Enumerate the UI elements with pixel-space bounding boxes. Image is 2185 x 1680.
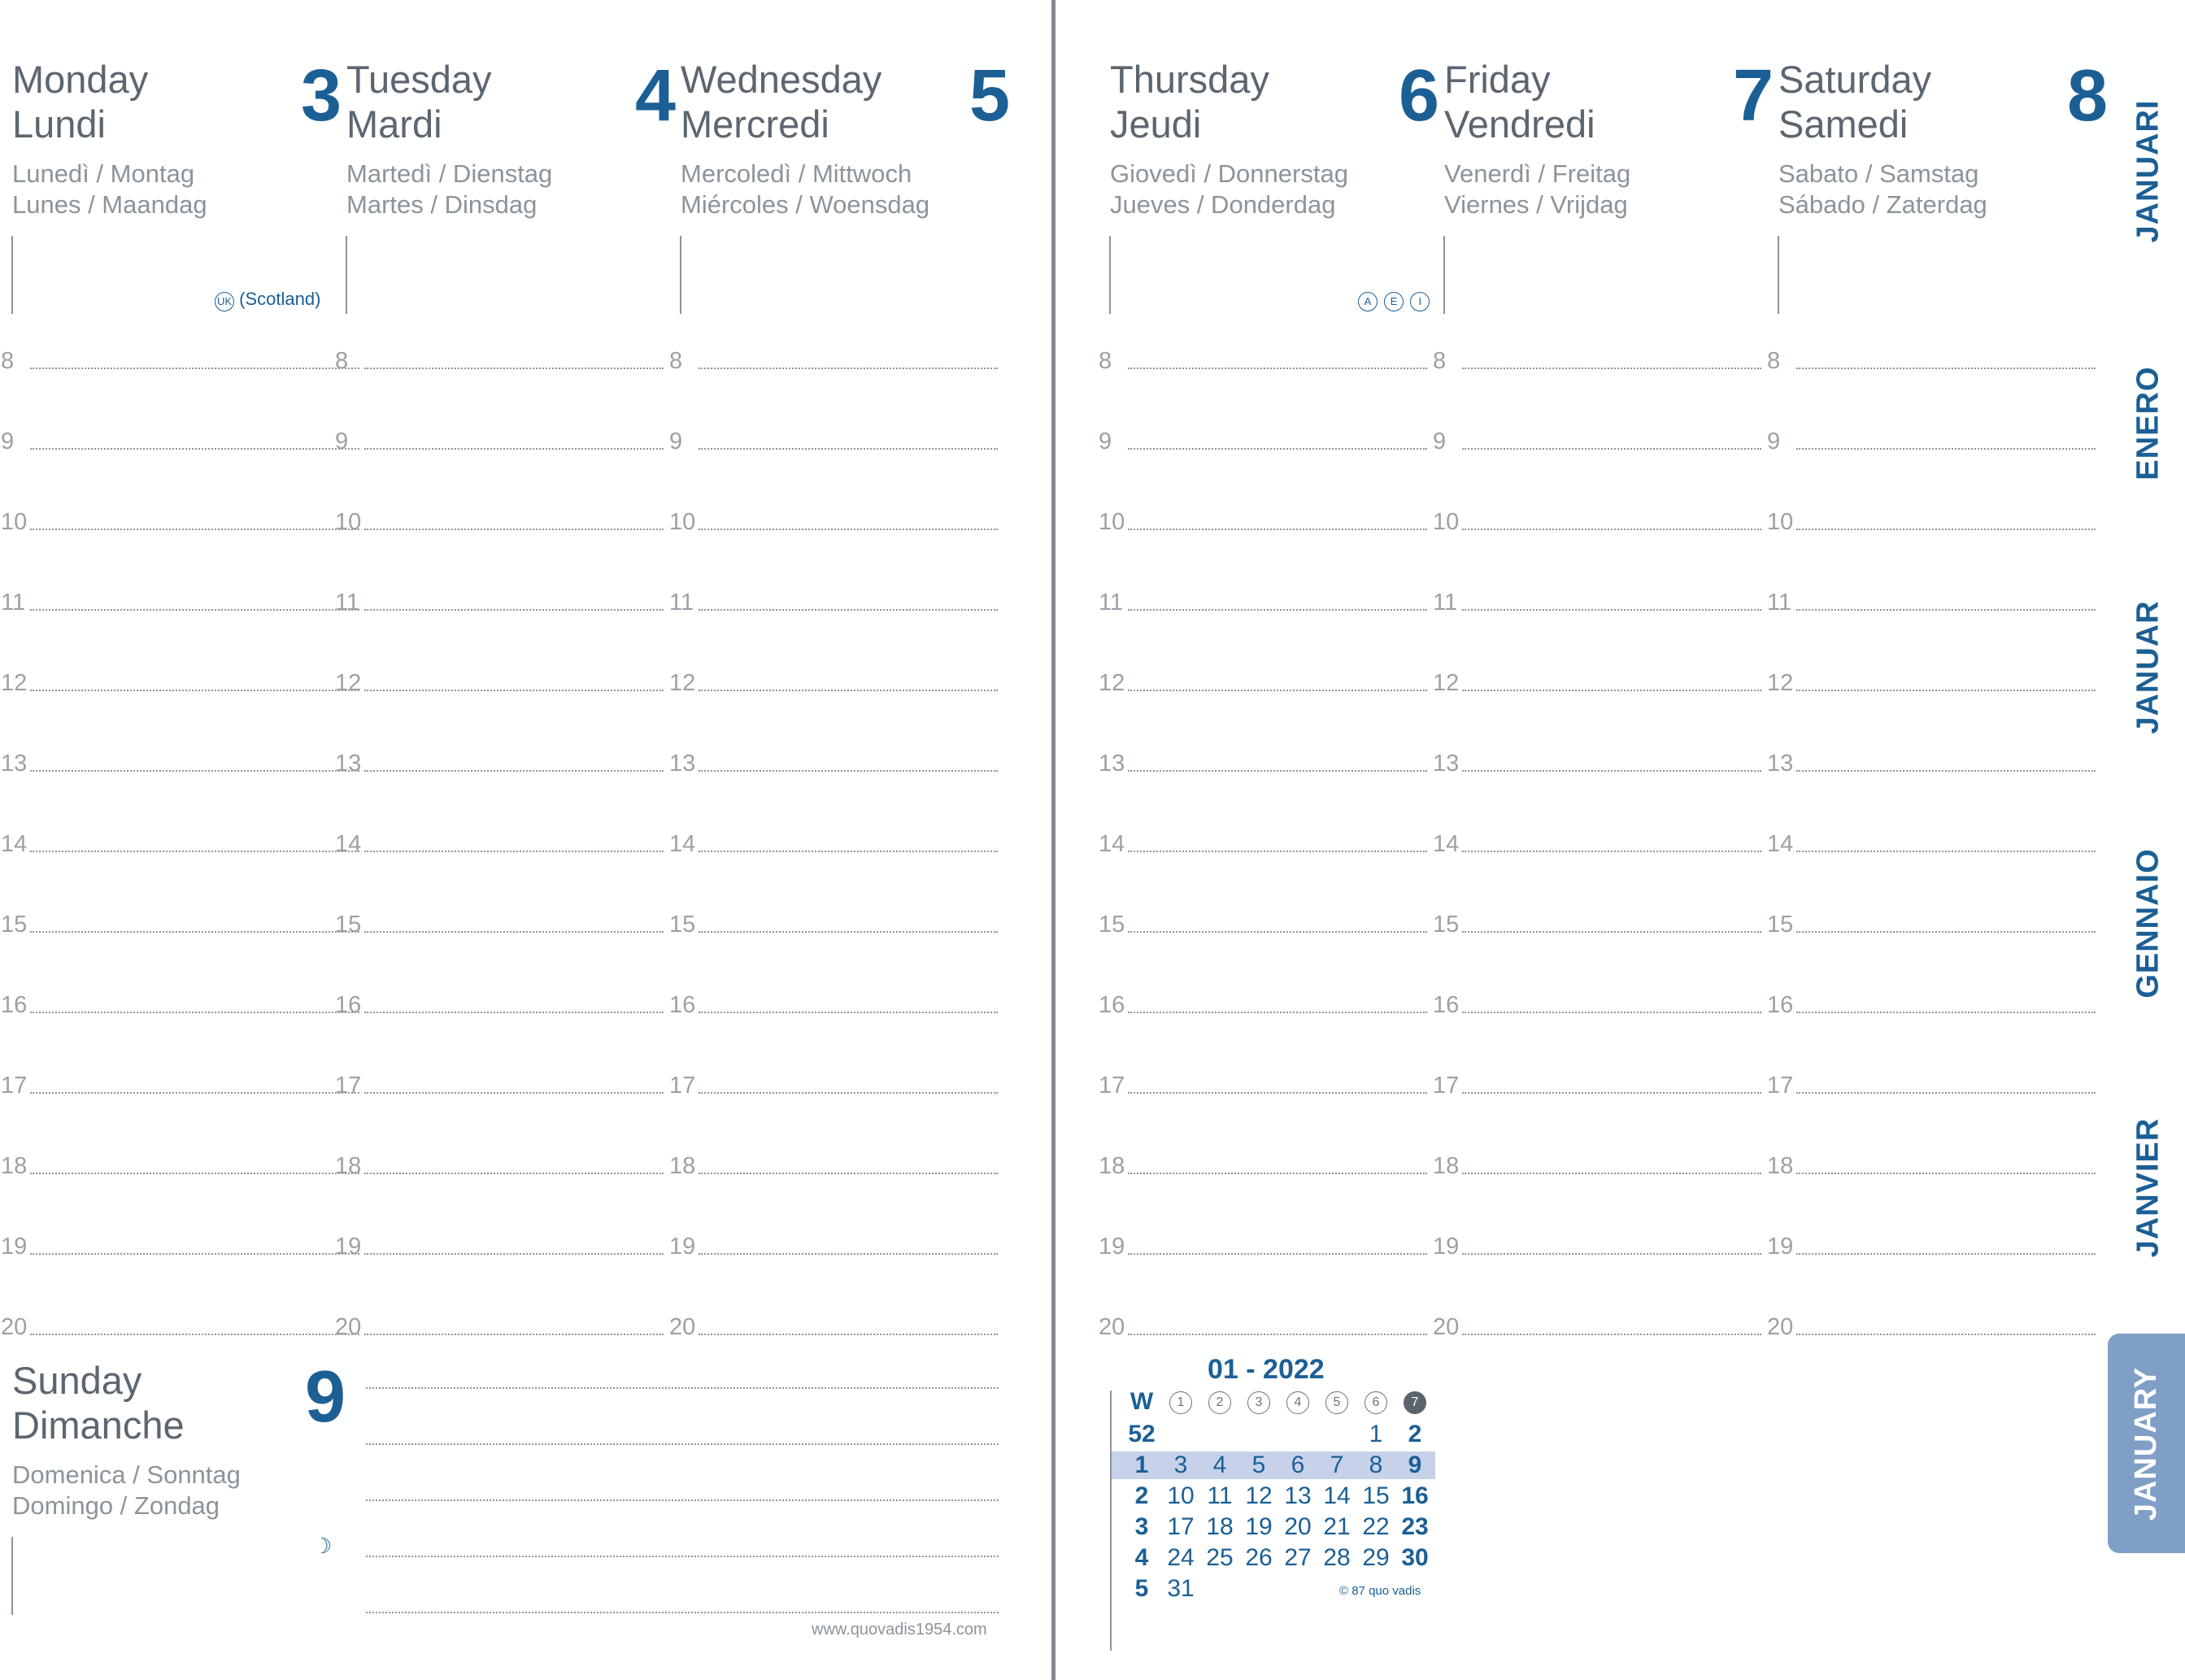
hour-label: 16 xyxy=(1433,992,1460,1018)
hour-label: 17 xyxy=(335,1073,362,1099)
day-translations-1: Sabato / Samstag xyxy=(1778,159,1979,188)
copyright: © 87 quo vadis xyxy=(1339,1584,1421,1598)
hour-label: 11 xyxy=(1099,590,1124,616)
day-divider xyxy=(680,236,681,314)
hour-label: 9 xyxy=(1099,429,1112,455)
day-divider xyxy=(1443,236,1445,314)
hour-note-line[interactable] xyxy=(1796,1012,2096,1013)
hour-label: 16 xyxy=(1767,992,1794,1018)
day-name-fr: Mardi xyxy=(346,102,442,146)
week-number: 4 xyxy=(1134,1544,1149,1571)
hour-note-line[interactable] xyxy=(1128,1173,1427,1174)
weekday-circle-icon: 6 xyxy=(1365,1391,1387,1414)
hour-note-line[interactable] xyxy=(1796,448,2096,450)
footer-url[interactable]: www.quovadis1954.com xyxy=(812,1621,987,1639)
calendar-day[interactable]: 1 xyxy=(1369,1421,1383,1447)
week-number: 1 xyxy=(1134,1452,1149,1478)
day-number: 9 xyxy=(304,1356,346,1438)
week-number: 3 xyxy=(1134,1513,1149,1540)
calendar-day[interactable]: 2 xyxy=(1408,1421,1422,1447)
calendar-day[interactable]: 26 xyxy=(1245,1544,1273,1571)
hour-note-line[interactable] xyxy=(364,851,664,852)
hour-note-line[interactable] xyxy=(364,1012,664,1013)
hour-note-line[interactable] xyxy=(1796,529,2096,530)
hour-note-line[interactable] xyxy=(1796,1173,2096,1174)
hour-label: 17 xyxy=(1099,1073,1125,1099)
day-translations-1: Lunedì / Montag xyxy=(12,159,195,188)
calendar-day[interactable]: 30 xyxy=(1401,1544,1429,1571)
tab-label: GENNAIO xyxy=(2131,847,2165,999)
calendar-day[interactable]: 29 xyxy=(1362,1544,1390,1571)
hour-note-line[interactable] xyxy=(1128,851,1427,852)
hour-note-line[interactable] xyxy=(364,609,664,611)
tab-label: JANUAR xyxy=(2131,599,2165,734)
hour-note-line[interactable] xyxy=(699,609,998,611)
hour-label: 17 xyxy=(1,1073,28,1099)
hour-note-line[interactable] xyxy=(1462,368,1761,369)
hour-note-line[interactable] xyxy=(1462,931,1761,933)
hour-label: 10 xyxy=(1767,509,1794,535)
hour-label: 16 xyxy=(1099,992,1125,1018)
hour-note-line[interactable] xyxy=(364,1173,664,1174)
tab-gennaio[interactable] xyxy=(2112,833,2185,1012)
day-column xyxy=(1444,55,1774,317)
hour-label: 20 xyxy=(1099,1314,1125,1340)
hour-label: 11 xyxy=(1,590,26,616)
hour-label: 12 xyxy=(1433,670,1460,696)
hour-note-line[interactable] xyxy=(1796,770,2096,772)
day-translations-2: Sábado / Zaterdag xyxy=(1778,190,1987,219)
hour-label: 8 xyxy=(1433,348,1447,374)
tab-januari[interactable] xyxy=(2112,89,2185,252)
hour-note-line[interactable] xyxy=(30,1173,359,1174)
hour-label: 14 xyxy=(335,831,362,857)
moon-phase-icon: ☽ xyxy=(313,1534,333,1558)
hour-note-line[interactable] xyxy=(1462,1253,1761,1255)
hour-label: 12 xyxy=(1767,670,1794,696)
calendar-day[interactable]: 4 xyxy=(1212,1452,1227,1478)
hour-note-line[interactable] xyxy=(30,851,359,852)
day-translations-1: Mercoledì / Mittwoch xyxy=(681,159,912,188)
hour-note-line[interactable] xyxy=(30,1012,359,1013)
hour-label: 19 xyxy=(1767,1234,1794,1260)
day-translations-1: Giovedì / Donnerstag xyxy=(1110,159,1348,188)
hour-note-line[interactable] xyxy=(699,368,998,369)
calendar-day[interactable]: 11 xyxy=(1207,1482,1233,1509)
tab-januar[interactable] xyxy=(2112,585,2185,748)
day-number: 4 xyxy=(634,55,676,137)
holiday-badge-a-icon: A xyxy=(1358,292,1378,311)
tab-enero[interactable] xyxy=(2112,342,2185,504)
hour-note-line[interactable] xyxy=(30,609,359,611)
day-name-en: Friday xyxy=(1444,58,1551,101)
day-sunday xyxy=(12,1356,346,1618)
hour-note-line[interactable] xyxy=(699,1173,998,1174)
day-divider xyxy=(1109,236,1111,314)
hour-label: 9 xyxy=(1433,429,1447,455)
tab-label: ENERO xyxy=(2131,365,2165,481)
hour-note-line[interactable] xyxy=(364,931,664,933)
day-column xyxy=(681,55,1010,317)
hour-note-line[interactable] xyxy=(30,368,359,369)
hour-label: 11 xyxy=(1433,590,1458,616)
calendar-day[interactable]: 28 xyxy=(1323,1544,1351,1571)
calendar-day[interactable]: 5 xyxy=(1251,1452,1266,1478)
hour-note-line[interactable] xyxy=(1462,1173,1761,1174)
day-divider xyxy=(346,236,347,314)
weekday-circle-icon: 5 xyxy=(1325,1391,1348,1414)
hour-note-line[interactable] xyxy=(1796,1253,2096,1255)
calendar-day[interactable]: 27 xyxy=(1284,1544,1312,1571)
calendar-day[interactable]: 8 xyxy=(1369,1452,1383,1478)
hour-label: 16 xyxy=(1,992,28,1018)
holiday-badges xyxy=(1356,289,1430,311)
hour-note-line[interactable] xyxy=(1796,931,2096,933)
hour-note-line[interactable] xyxy=(364,770,664,772)
weekday-circle-icon: 7 xyxy=(1404,1391,1426,1414)
hour-label: 20 xyxy=(1433,1314,1460,1340)
hour-note-line[interactable] xyxy=(364,529,664,530)
hour-label: 18 xyxy=(1767,1153,1794,1179)
day-column xyxy=(12,55,342,317)
day-divider xyxy=(1778,236,1779,314)
weekday-circle-icon: 1 xyxy=(1169,1391,1192,1414)
hour-note-line[interactable] xyxy=(1796,1334,2096,1335)
calendar-day[interactable]: 12 xyxy=(1245,1482,1273,1509)
hour-label: 10 xyxy=(1433,509,1460,535)
hour-note-line[interactable] xyxy=(30,1334,359,1335)
calendar-day[interactable]: 9 xyxy=(1408,1452,1422,1478)
hour-note-line[interactable] xyxy=(1128,1334,1427,1335)
hour-label: 18 xyxy=(1433,1153,1460,1179)
calendar-day[interactable]: 7 xyxy=(1330,1452,1344,1478)
calendar-day[interactable]: 14 xyxy=(1323,1482,1351,1509)
hour-label: 9 xyxy=(1,429,15,455)
hour-note-line[interactable] xyxy=(1462,1092,1761,1094)
hour-label: 10 xyxy=(1,509,28,535)
hour-label: 13 xyxy=(335,751,362,777)
day-name-en: Monday xyxy=(12,58,149,101)
day-name-en: Sunday xyxy=(12,1359,142,1402)
hour-note-line[interactable] xyxy=(1128,368,1427,369)
hour-note-line[interactable] xyxy=(1796,1092,2096,1094)
day-name-fr: Jeudi xyxy=(1110,102,1202,146)
hour-label: 17 xyxy=(1767,1073,1794,1099)
calendar-day[interactable]: 18 xyxy=(1206,1513,1234,1540)
mini-calendar-divider xyxy=(1110,1391,1112,1651)
day-divider xyxy=(11,236,13,314)
hour-label: 14 xyxy=(1767,831,1794,857)
day-translations-2: Lunes / Maandag xyxy=(12,190,207,219)
hour-note-line[interactable] xyxy=(30,1253,359,1255)
hour-label: 9 xyxy=(1767,429,1781,455)
hour-note-line[interactable] xyxy=(1128,1012,1427,1013)
day-name-fr: Mercredi xyxy=(681,102,829,146)
sunday-note-line[interactable] xyxy=(366,1499,999,1501)
hour-label: 8 xyxy=(1767,348,1781,374)
hour-label: 14 xyxy=(1433,831,1460,857)
calendar-day[interactable]: 13 xyxy=(1284,1482,1312,1509)
tab-label: JANVIER xyxy=(2131,1117,2165,1257)
hour-note-line[interactable] xyxy=(1128,609,1427,611)
calendar-day[interactable]: 3 xyxy=(1173,1452,1188,1478)
week-number: 5 xyxy=(1134,1575,1149,1602)
week-number: 52 xyxy=(1128,1421,1156,1447)
hour-note-line[interactable] xyxy=(364,1253,664,1255)
day-name-en: Saturday xyxy=(1778,58,1932,101)
calendar-day[interactable]: 19 xyxy=(1245,1513,1273,1540)
day-translations-2: Viernes / Vrijdag xyxy=(1444,190,1628,219)
hour-label: 11 xyxy=(1767,590,1792,616)
hour-note-line[interactable] xyxy=(1462,1334,1761,1335)
hour-label: 8 xyxy=(669,348,683,374)
day-column xyxy=(1778,55,2108,317)
day-translations-2: Miércoles / Woensdag xyxy=(681,190,930,219)
day-name-fr: Vendredi xyxy=(1444,102,1595,146)
day-translations-2: Jueves / Donderdag xyxy=(1110,190,1336,219)
hour-label: 9 xyxy=(669,429,683,455)
hour-label: 13 xyxy=(669,751,696,777)
day-name-en: Thursday xyxy=(1110,58,1269,101)
day-name-fr: Dimanche xyxy=(12,1404,185,1447)
weekday-circle-icon: 4 xyxy=(1286,1391,1309,1414)
hour-label: 16 xyxy=(669,992,696,1018)
sunday-divider xyxy=(11,1537,13,1615)
hour-note-line[interactable] xyxy=(1462,448,1761,450)
hour-note-line[interactable] xyxy=(364,690,664,691)
hour-note-line[interactable] xyxy=(699,770,998,772)
hour-label: 19 xyxy=(335,1234,362,1260)
hour-note-line[interactable] xyxy=(1796,690,2096,691)
hour-label: 16 xyxy=(335,992,362,1018)
calendar-day[interactable]: 24 xyxy=(1167,1544,1195,1571)
hour-note-line[interactable] xyxy=(1128,529,1427,530)
hour-label: 11 xyxy=(335,590,360,616)
tab-label: JANUARI xyxy=(2131,99,2165,242)
day-translations-2: Martes / Dinsdag xyxy=(346,190,538,219)
hour-label: 8 xyxy=(1099,348,1112,374)
hour-note-line[interactable] xyxy=(1462,1012,1761,1013)
hour-label: 14 xyxy=(1099,831,1125,857)
hour-label: 9 xyxy=(335,429,349,455)
day-column xyxy=(346,55,676,317)
day-number: 7 xyxy=(1732,55,1774,137)
hour-label: 19 xyxy=(1433,1234,1460,1260)
calendar-day[interactable]: 15 xyxy=(1362,1482,1390,1509)
day-number: 6 xyxy=(1398,55,1439,137)
calendar-day[interactable]: 21 xyxy=(1323,1513,1351,1540)
hour-label: 15 xyxy=(1,912,28,938)
hour-label: 14 xyxy=(1,831,28,857)
hour-label: 20 xyxy=(335,1314,362,1340)
hour-label: 19 xyxy=(1,1234,28,1260)
day-number: 3 xyxy=(300,55,342,137)
hour-label: 19 xyxy=(1099,1234,1125,1260)
hour-note-line[interactable] xyxy=(364,1334,664,1335)
sunday-note-line[interactable] xyxy=(366,1387,999,1389)
day-column xyxy=(1110,55,1439,317)
hour-note-line[interactable] xyxy=(364,448,664,450)
hour-label: 10 xyxy=(335,509,362,535)
day-name-fr: Lundi xyxy=(12,102,106,146)
hour-note-line[interactable] xyxy=(699,931,998,933)
day-name-en: Tuesday xyxy=(346,58,492,101)
calendar-day[interactable]: 25 xyxy=(1206,1544,1234,1571)
hour-note-line[interactable] xyxy=(1462,851,1761,852)
hour-label: 12 xyxy=(1099,670,1125,696)
hour-label: 15 xyxy=(669,912,696,938)
hour-label: 20 xyxy=(669,1314,696,1340)
hour-label: 15 xyxy=(1099,912,1125,938)
hour-note-line[interactable] xyxy=(30,690,359,691)
hour-note-line[interactable] xyxy=(1128,770,1427,772)
hour-label: 10 xyxy=(669,509,696,535)
day-name-fr: Samedi xyxy=(1778,102,1909,146)
hour-label: 18 xyxy=(335,1153,362,1179)
day-translations-1: Domenica / Sonntag xyxy=(12,1460,241,1489)
hour-note-line[interactable] xyxy=(1462,609,1761,611)
hour-note-line[interactable] xyxy=(699,529,998,530)
hour-label: 8 xyxy=(335,348,349,374)
holiday-note-scotland xyxy=(213,289,320,311)
weekday-circle-icon: 3 xyxy=(1247,1391,1270,1414)
hour-note-line[interactable] xyxy=(1128,1253,1427,1255)
hour-note-line[interactable] xyxy=(30,448,359,450)
hour-label: 19 xyxy=(669,1234,696,1260)
hour-label: 18 xyxy=(1099,1153,1125,1179)
hour-note-line[interactable] xyxy=(1462,770,1761,772)
tab-label: JANUARY xyxy=(2129,1366,2163,1521)
tab-janvier[interactable] xyxy=(2112,1106,2185,1269)
hour-note-line[interactable] xyxy=(30,1092,359,1094)
calendar-day[interactable]: 6 xyxy=(1291,1452,1305,1478)
hour-note-line[interactable] xyxy=(1796,851,2096,852)
day-translations-1: Venerdì / Freitag xyxy=(1444,159,1631,188)
hour-note-line[interactable] xyxy=(699,1253,998,1255)
hour-note-line[interactable] xyxy=(364,1092,664,1094)
day-translations-1: Martedì / Dienstag xyxy=(346,159,553,188)
week-number: 2 xyxy=(1134,1482,1149,1509)
hour-label: 13 xyxy=(1,751,28,777)
calendar-day[interactable]: 31 xyxy=(1167,1575,1195,1602)
holiday-note-label: (Scotland) xyxy=(239,289,321,309)
hour-note-line[interactable] xyxy=(1462,529,1761,530)
sunday-note-line[interactable] xyxy=(366,1556,999,1557)
holiday-badge-e-icon: E xyxy=(1384,292,1404,311)
hour-note-line[interactable] xyxy=(699,1334,998,1335)
hour-label: 12 xyxy=(1,670,28,696)
day-number: 8 xyxy=(2066,55,2108,137)
hour-label: 12 xyxy=(669,670,696,696)
hour-label: 17 xyxy=(1433,1073,1460,1099)
hour-note-line[interactable] xyxy=(30,770,359,772)
hour-label: 15 xyxy=(1767,912,1794,938)
hour-label: 13 xyxy=(1433,751,1460,777)
day-translations-2: Domingo / Zondag xyxy=(12,1491,220,1520)
hour-note-line[interactable] xyxy=(30,931,359,933)
hour-label: 11 xyxy=(669,590,694,616)
hour-note-line[interactable] xyxy=(1128,690,1427,691)
calendar-day[interactable]: 10 xyxy=(1167,1482,1195,1509)
hour-note-line[interactable] xyxy=(699,1012,998,1013)
hour-label: 15 xyxy=(335,912,362,938)
hour-label: 12 xyxy=(335,670,362,696)
hour-note-line[interactable] xyxy=(364,368,664,369)
week-label: W xyxy=(1129,1388,1154,1415)
hour-note-line[interactable] xyxy=(1796,368,2096,369)
holiday-badge-i-icon: I xyxy=(1410,292,1430,311)
tab-january-active[interactable] xyxy=(2108,1334,2185,1553)
hour-label: 17 xyxy=(669,1073,696,1099)
page-spine xyxy=(1051,0,1056,1680)
hour-note-line[interactable] xyxy=(1796,609,2096,611)
day-number: 5 xyxy=(968,55,1010,137)
hour-label: 13 xyxy=(1099,751,1125,777)
hour-label: 20 xyxy=(1,1314,28,1340)
hour-note-line[interactable] xyxy=(1128,931,1427,933)
sunday-note-line[interactable] xyxy=(366,1612,999,1613)
hour-note-line[interactable] xyxy=(1462,690,1761,691)
uk-badge-icon: UK xyxy=(215,292,234,311)
hour-label: 18 xyxy=(669,1153,696,1179)
calendar-day[interactable]: 16 xyxy=(1401,1482,1429,1509)
day-name-en: Wednesday xyxy=(681,58,882,101)
hour-label: 8 xyxy=(1,348,15,374)
weekday-circle-icon: 2 xyxy=(1208,1391,1231,1414)
hour-note-line[interactable] xyxy=(1128,448,1427,450)
calendar-day[interactable]: 20 xyxy=(1284,1513,1312,1540)
calendar-day[interactable]: 22 xyxy=(1362,1513,1390,1540)
hour-label: 10 xyxy=(1099,509,1125,535)
calendar-day[interactable]: 17 xyxy=(1167,1513,1195,1540)
hour-note-line[interactable] xyxy=(699,851,998,852)
hour-note-line[interactable] xyxy=(699,690,998,691)
calendar-day[interactable]: 23 xyxy=(1401,1513,1429,1540)
hour-note-line[interactable] xyxy=(699,448,998,450)
mini-calendar-title: 01 - 2022 xyxy=(1208,1354,1325,1385)
sunday-note-line[interactable] xyxy=(366,1443,999,1445)
hour-note-line[interactable] xyxy=(699,1092,998,1094)
hour-label: 18 xyxy=(1,1153,28,1179)
hour-note-line[interactable] xyxy=(30,529,359,530)
hour-note-line[interactable] xyxy=(1128,1092,1427,1094)
hour-label: 15 xyxy=(1433,912,1460,938)
hour-label: 13 xyxy=(1767,751,1794,777)
hour-label: 20 xyxy=(1767,1314,1794,1340)
hour-label: 14 xyxy=(669,831,696,857)
